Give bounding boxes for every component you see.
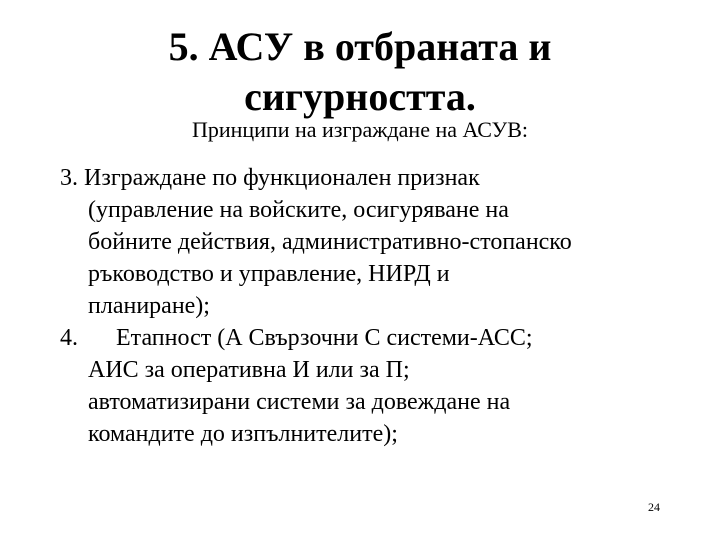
list-item-3-line: планиране);	[88, 293, 210, 319]
list-item-4-first-line	[60, 322, 680, 354]
slide-title-line-2: сигурността.	[244, 74, 476, 119]
list-item-3-line: 3. Изграждане по функционален признак	[60, 165, 480, 191]
list-item-4-line: АИС за оперативна И или за П;	[88, 357, 410, 383]
list-item-4-line: Етапност (А Свързочни С системи-АСС;	[116, 325, 533, 351]
list-item-4	[60, 322, 680, 450]
page-number: 24	[648, 500, 660, 514]
list-item-3-line: бойните действия, административно-стопанско	[88, 229, 572, 255]
slide-body	[60, 162, 680, 450]
list-item-4-number: 4.	[60, 325, 78, 351]
list-item-4-line: автоматизирани системи за довеждане на	[88, 389, 511, 415]
list-item-3-line: ръководство и управление, НИРД и	[88, 261, 450, 287]
slide-subtitle: Принципи на изграждане на АСУВ:	[191, 117, 529, 142]
list-item-3	[60, 162, 680, 322]
slide-title-line-1: 5. АСУ в отбраната и	[168, 24, 552, 69]
list-item-4-line: командите до изпълнителите);	[88, 421, 398, 447]
slide-title	[0, 22, 720, 122]
list-item-3-line: (управление на войските, осигуряване на	[88, 197, 509, 223]
